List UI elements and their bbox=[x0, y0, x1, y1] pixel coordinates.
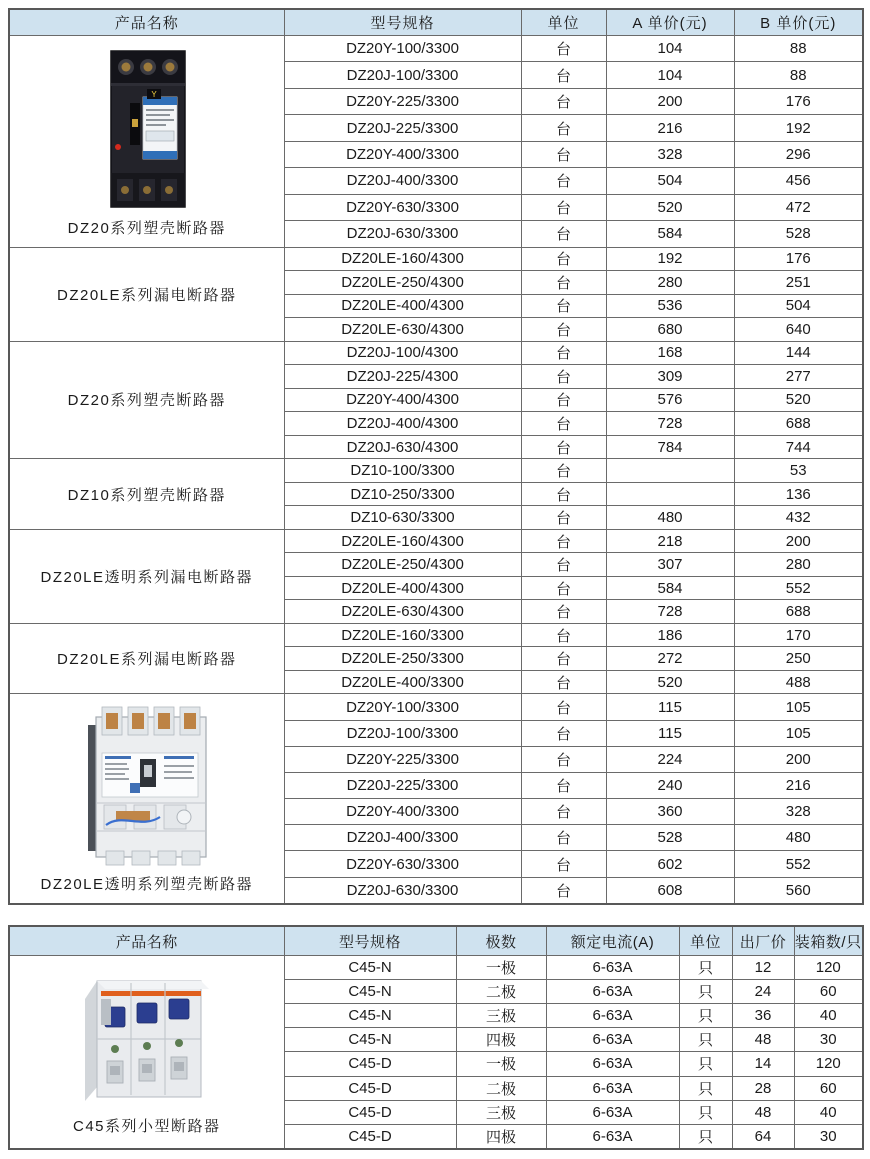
price-b-cell: 277 bbox=[734, 365, 863, 389]
model-cell: DZ20LE-250/4300 bbox=[284, 553, 521, 577]
header-unit: 单位 bbox=[679, 926, 732, 956]
unit-cell: 台 bbox=[521, 851, 606, 877]
model-cell: DZ20LE-400/3300 bbox=[284, 670, 521, 694]
price-b-cell: 480 bbox=[734, 825, 863, 851]
unit-cell: 只 bbox=[679, 1124, 732, 1149]
header-unit: 单位 bbox=[521, 9, 606, 36]
unit-cell: 台 bbox=[521, 271, 606, 295]
model-cell: DZ20LE-250/4300 bbox=[284, 271, 521, 295]
unit-cell: 台 bbox=[521, 412, 606, 436]
poles-cell: 二极 bbox=[456, 1076, 546, 1100]
model-cell: DZ20LE-630/4300 bbox=[284, 600, 521, 624]
price-b-cell: 472 bbox=[734, 194, 863, 220]
factory-price-cell: 14 bbox=[732, 1052, 794, 1076]
price-b-cell: 53 bbox=[734, 459, 863, 483]
unit-cell: 台 bbox=[521, 576, 606, 600]
model-cell: C45-N bbox=[284, 956, 456, 980]
poles-cell: 四极 bbox=[456, 1028, 546, 1052]
header-packing-qty: 装箱数/只 bbox=[794, 926, 863, 956]
unit-cell: 台 bbox=[521, 553, 606, 577]
price-a-cell: 602 bbox=[606, 851, 734, 877]
unit-cell: 台 bbox=[521, 799, 606, 825]
model-cell: DZ20J-225/3300 bbox=[284, 772, 521, 798]
header-product-name: 产品名称 bbox=[9, 9, 284, 36]
price-b-cell: 640 bbox=[734, 318, 863, 342]
unit-cell: 台 bbox=[521, 294, 606, 318]
unit-cell: 台 bbox=[521, 365, 606, 389]
c45-miniature-breaker-image bbox=[67, 969, 227, 1111]
model-cell: DZ20LE-160/4300 bbox=[284, 529, 521, 553]
unit-cell: 台 bbox=[521, 529, 606, 553]
price-b-cell: 488 bbox=[734, 670, 863, 694]
model-cell: DZ20J-225/4300 bbox=[284, 365, 521, 389]
header-factory-price: 出厂价 bbox=[732, 926, 794, 956]
model-cell: DZ20J-630/4300 bbox=[284, 435, 521, 459]
rated-current-cell: 6-63A bbox=[546, 980, 679, 1004]
unit-cell: 台 bbox=[521, 341, 606, 365]
factory-price-cell: 36 bbox=[732, 1004, 794, 1028]
product-group-cell bbox=[9, 36, 284, 248]
product-group-cell bbox=[9, 341, 284, 459]
price-a-cell: 504 bbox=[606, 168, 734, 194]
price-a-cell: 576 bbox=[606, 388, 734, 412]
model-cell: DZ20LE-160/3300 bbox=[284, 623, 521, 647]
model-cell: C45-D bbox=[284, 1076, 456, 1100]
price-b-cell: 432 bbox=[734, 506, 863, 530]
price-a-cell: 784 bbox=[606, 435, 734, 459]
unit-cell: 台 bbox=[521, 623, 606, 647]
rated-current-cell: 6-63A bbox=[546, 1076, 679, 1100]
product-name-label: DZ20LE透明系列塑壳断路器 bbox=[40, 876, 254, 894]
packing-qty-cell: 30 bbox=[794, 1028, 863, 1052]
model-cell: C45-D bbox=[284, 1100, 456, 1124]
poles-cell: 二极 bbox=[456, 980, 546, 1004]
price-b-cell: 105 bbox=[734, 694, 863, 720]
dz20-molded-case-breaker-image bbox=[91, 45, 203, 213]
price-b-cell: 688 bbox=[734, 412, 863, 436]
model-cell: DZ20LE-400/4300 bbox=[284, 294, 521, 318]
product-name-label: DZ20系列塑壳断路器 bbox=[67, 392, 226, 410]
price-a-cell bbox=[606, 482, 734, 506]
model-cell: DZ20LE-160/4300 bbox=[284, 247, 521, 271]
price-a-cell: 192 bbox=[606, 247, 734, 271]
packing-qty-cell: 30 bbox=[794, 1124, 863, 1149]
price-a-cell: 272 bbox=[606, 647, 734, 671]
model-cell: DZ20Y-630/3300 bbox=[284, 194, 521, 220]
factory-price-cell: 48 bbox=[732, 1028, 794, 1052]
breaker-price-table bbox=[8, 8, 864, 905]
product-name-label: C45系列小型断路器 bbox=[72, 1117, 221, 1135]
unit-cell: 台 bbox=[521, 247, 606, 271]
header-price-b: B 单价(元) bbox=[734, 9, 863, 36]
price-a-cell: 186 bbox=[606, 623, 734, 647]
model-cell: DZ20LE-400/4300 bbox=[284, 576, 521, 600]
model-cell: C45-D bbox=[284, 1124, 456, 1149]
price-b-cell: 144 bbox=[734, 341, 863, 365]
price-b-cell: 88 bbox=[734, 62, 863, 88]
model-cell: DZ20Y-630/3300 bbox=[284, 851, 521, 877]
unit-cell: 台 bbox=[521, 600, 606, 624]
table-row bbox=[9, 694, 863, 720]
unit-cell: 只 bbox=[679, 956, 732, 980]
model-cell: DZ20J-400/4300 bbox=[284, 412, 521, 436]
header-rated-current: 额定电流(A) bbox=[546, 926, 679, 956]
price-a-cell: 520 bbox=[606, 194, 734, 220]
product-name-label: DZ20LE透明系列漏电断路器 bbox=[40, 568, 254, 586]
unit-cell: 台 bbox=[521, 221, 606, 247]
price-a-cell: 240 bbox=[606, 772, 734, 798]
model-cell: DZ20Y-400/4300 bbox=[284, 388, 521, 412]
model-cell: DZ20J-100/3300 bbox=[284, 720, 521, 746]
product-name-label: DZ20系列塑壳断路器 bbox=[67, 219, 226, 237]
table-row bbox=[9, 341, 863, 365]
model-cell: DZ20Y-400/3300 bbox=[284, 141, 521, 167]
price-b-cell: 251 bbox=[734, 271, 863, 295]
poles-cell: 一极 bbox=[456, 956, 546, 980]
product-name-label: DZ10系列塑壳断路器 bbox=[67, 486, 226, 504]
price-b-cell: 744 bbox=[734, 435, 863, 459]
product-group-cell bbox=[9, 623, 284, 694]
unit-cell: 台 bbox=[521, 168, 606, 194]
table-row bbox=[9, 956, 863, 980]
rated-current-cell: 6-63A bbox=[546, 1124, 679, 1149]
price-b-cell: 176 bbox=[734, 247, 863, 271]
product-group-cell bbox=[9, 529, 284, 623]
unit-cell: 只 bbox=[679, 1052, 732, 1076]
price-b-cell: 250 bbox=[734, 647, 863, 671]
factory-price-cell: 12 bbox=[732, 956, 794, 980]
price-b-cell: 216 bbox=[734, 772, 863, 798]
price-a-cell: 216 bbox=[606, 115, 734, 141]
unit-cell: 台 bbox=[521, 825, 606, 851]
price-b-cell: 520 bbox=[734, 388, 863, 412]
unit-cell: 台 bbox=[521, 482, 606, 506]
packing-qty-cell: 60 bbox=[794, 980, 863, 1004]
unit-cell: 台 bbox=[521, 670, 606, 694]
rated-current-cell: 6-63A bbox=[546, 1028, 679, 1052]
price-b-cell: 200 bbox=[734, 746, 863, 772]
poles-cell: 三极 bbox=[456, 1100, 546, 1124]
unit-cell: 台 bbox=[521, 772, 606, 798]
unit-cell: 台 bbox=[521, 115, 606, 141]
price-a-cell: 536 bbox=[606, 294, 734, 318]
product-group-cell bbox=[9, 956, 284, 1150]
table-row bbox=[9, 247, 863, 271]
table-row bbox=[9, 623, 863, 647]
packing-qty-cell: 40 bbox=[794, 1100, 863, 1124]
table-header-row bbox=[9, 926, 863, 956]
factory-price-cell: 24 bbox=[732, 980, 794, 1004]
model-cell: C45-N bbox=[284, 980, 456, 1004]
factory-price-cell: 48 bbox=[732, 1100, 794, 1124]
packing-qty-cell: 120 bbox=[794, 956, 863, 980]
price-a-cell: 168 bbox=[606, 341, 734, 365]
header-product-name: 产品名称 bbox=[9, 926, 284, 956]
price-a-cell: 528 bbox=[606, 825, 734, 851]
price-b-cell: 170 bbox=[734, 623, 863, 647]
price-a-cell bbox=[606, 459, 734, 483]
price-b-cell: 88 bbox=[734, 36, 863, 62]
model-cell: DZ20J-100/4300 bbox=[284, 341, 521, 365]
price-a-cell: 104 bbox=[606, 62, 734, 88]
model-cell: DZ20J-630/3300 bbox=[284, 877, 521, 904]
unit-cell: 台 bbox=[521, 647, 606, 671]
header-poles: 极数 bbox=[456, 926, 546, 956]
unit-cell: 台 bbox=[521, 318, 606, 342]
table-row bbox=[9, 529, 863, 553]
price-b-cell: 328 bbox=[734, 799, 863, 825]
price-a-cell: 224 bbox=[606, 746, 734, 772]
table-header-row bbox=[9, 9, 863, 36]
model-cell: DZ20J-400/3300 bbox=[284, 825, 521, 851]
rated-current-cell: 6-63A bbox=[546, 1100, 679, 1124]
price-a-cell: 115 bbox=[606, 694, 734, 720]
price-b-cell: 280 bbox=[734, 553, 863, 577]
model-cell: DZ20J-225/3300 bbox=[284, 115, 521, 141]
rated-current-cell: 6-63A bbox=[546, 1052, 679, 1076]
dz20le-transparent-breaker-image bbox=[72, 703, 222, 869]
price-a-cell: 608 bbox=[606, 877, 734, 904]
price-a-cell: 200 bbox=[606, 88, 734, 114]
price-a-cell: 307 bbox=[606, 553, 734, 577]
model-cell: DZ10-100/3300 bbox=[284, 459, 521, 483]
price-b-cell: 688 bbox=[734, 600, 863, 624]
model-cell: C45-N bbox=[284, 1004, 456, 1028]
price-a-cell: 328 bbox=[606, 141, 734, 167]
price-a-cell: 309 bbox=[606, 365, 734, 389]
model-cell: DZ10-250/3300 bbox=[284, 482, 521, 506]
header-model-spec: 型号规格 bbox=[284, 9, 521, 36]
price-a-cell: 115 bbox=[606, 720, 734, 746]
poles-cell: 四极 bbox=[456, 1124, 546, 1149]
price-b-cell: 456 bbox=[734, 168, 863, 194]
price-b-cell: 296 bbox=[734, 141, 863, 167]
unit-cell: 台 bbox=[521, 62, 606, 88]
unit-cell: 只 bbox=[679, 1028, 732, 1052]
product-name-label: DZ20LE系列漏电断路器 bbox=[56, 651, 237, 669]
price-b-cell: 136 bbox=[734, 482, 863, 506]
rated-current-cell: 6-63A bbox=[546, 956, 679, 980]
unit-cell: 台 bbox=[521, 694, 606, 720]
model-cell: DZ20Y-225/3300 bbox=[284, 88, 521, 114]
price-b-cell: 105 bbox=[734, 720, 863, 746]
model-cell: DZ20LE-630/4300 bbox=[284, 318, 521, 342]
header-model-spec: 型号规格 bbox=[284, 926, 456, 956]
unit-cell: 台 bbox=[521, 194, 606, 220]
model-cell: DZ20LE-250/3300 bbox=[284, 647, 521, 671]
price-a-cell: 480 bbox=[606, 506, 734, 530]
packing-qty-cell: 120 bbox=[794, 1052, 863, 1076]
model-cell: DZ20Y-100/3300 bbox=[284, 36, 521, 62]
price-a-cell: 680 bbox=[606, 318, 734, 342]
header-price-a: A 单价(元) bbox=[606, 9, 734, 36]
unit-cell: 只 bbox=[679, 1004, 732, 1028]
packing-qty-cell: 60 bbox=[794, 1076, 863, 1100]
price-b-cell: 192 bbox=[734, 115, 863, 141]
price-b-cell: 552 bbox=[734, 851, 863, 877]
poles-cell: 一极 bbox=[456, 1052, 546, 1076]
product-name-label: DZ20LE系列漏电断路器 bbox=[56, 286, 237, 304]
unit-cell: 只 bbox=[679, 1100, 732, 1124]
unit-cell: 台 bbox=[521, 36, 606, 62]
price-a-cell: 728 bbox=[606, 600, 734, 624]
price-b-cell: 176 bbox=[734, 88, 863, 114]
unit-cell: 台 bbox=[521, 506, 606, 530]
price-a-cell: 360 bbox=[606, 799, 734, 825]
svg-text:Y: Y bbox=[151, 89, 157, 99]
unit-cell: 只 bbox=[679, 980, 732, 1004]
price-a-cell: 280 bbox=[606, 271, 734, 295]
price-a-cell: 520 bbox=[606, 670, 734, 694]
price-a-cell: 584 bbox=[606, 576, 734, 600]
model-cell: DZ20J-400/3300 bbox=[284, 168, 521, 194]
unit-cell: 只 bbox=[679, 1076, 732, 1100]
price-a-cell: 218 bbox=[606, 529, 734, 553]
model-cell: DZ20J-630/3300 bbox=[284, 221, 521, 247]
price-b-cell: 528 bbox=[734, 221, 863, 247]
unit-cell: 台 bbox=[521, 459, 606, 483]
c45-price-table bbox=[8, 925, 864, 1150]
price-b-cell: 504 bbox=[734, 294, 863, 318]
product-group-cell bbox=[9, 694, 284, 904]
price-a-cell: 584 bbox=[606, 221, 734, 247]
model-cell: DZ20Y-225/3300 bbox=[284, 746, 521, 772]
unit-cell: 台 bbox=[521, 877, 606, 904]
factory-price-cell: 64 bbox=[732, 1124, 794, 1149]
price-b-cell: 200 bbox=[734, 529, 863, 553]
model-cell: DZ20J-100/3300 bbox=[284, 62, 521, 88]
unit-cell: 台 bbox=[521, 88, 606, 114]
unit-cell: 台 bbox=[521, 435, 606, 459]
model-cell: DZ20Y-400/3300 bbox=[284, 799, 521, 825]
table-row bbox=[9, 36, 863, 62]
unit-cell: 台 bbox=[521, 388, 606, 412]
factory-price-cell: 28 bbox=[732, 1076, 794, 1100]
product-group-cell bbox=[9, 247, 284, 341]
poles-cell: 三极 bbox=[456, 1004, 546, 1028]
model-cell: DZ10-630/3300 bbox=[284, 506, 521, 530]
price-a-cell: 104 bbox=[606, 36, 734, 62]
model-cell: C45-N bbox=[284, 1028, 456, 1052]
unit-cell: 台 bbox=[521, 141, 606, 167]
table-row bbox=[9, 459, 863, 483]
rated-current-cell: 6-63A bbox=[546, 1004, 679, 1028]
product-group-cell bbox=[9, 459, 284, 530]
model-cell: C45-D bbox=[284, 1052, 456, 1076]
price-b-cell: 560 bbox=[734, 877, 863, 904]
price-b-cell: 552 bbox=[734, 576, 863, 600]
model-cell: DZ20Y-100/3300 bbox=[284, 694, 521, 720]
packing-qty-cell: 40 bbox=[794, 1004, 863, 1028]
price-a-cell: 728 bbox=[606, 412, 734, 436]
unit-cell: 台 bbox=[521, 720, 606, 746]
unit-cell: 台 bbox=[521, 746, 606, 772]
